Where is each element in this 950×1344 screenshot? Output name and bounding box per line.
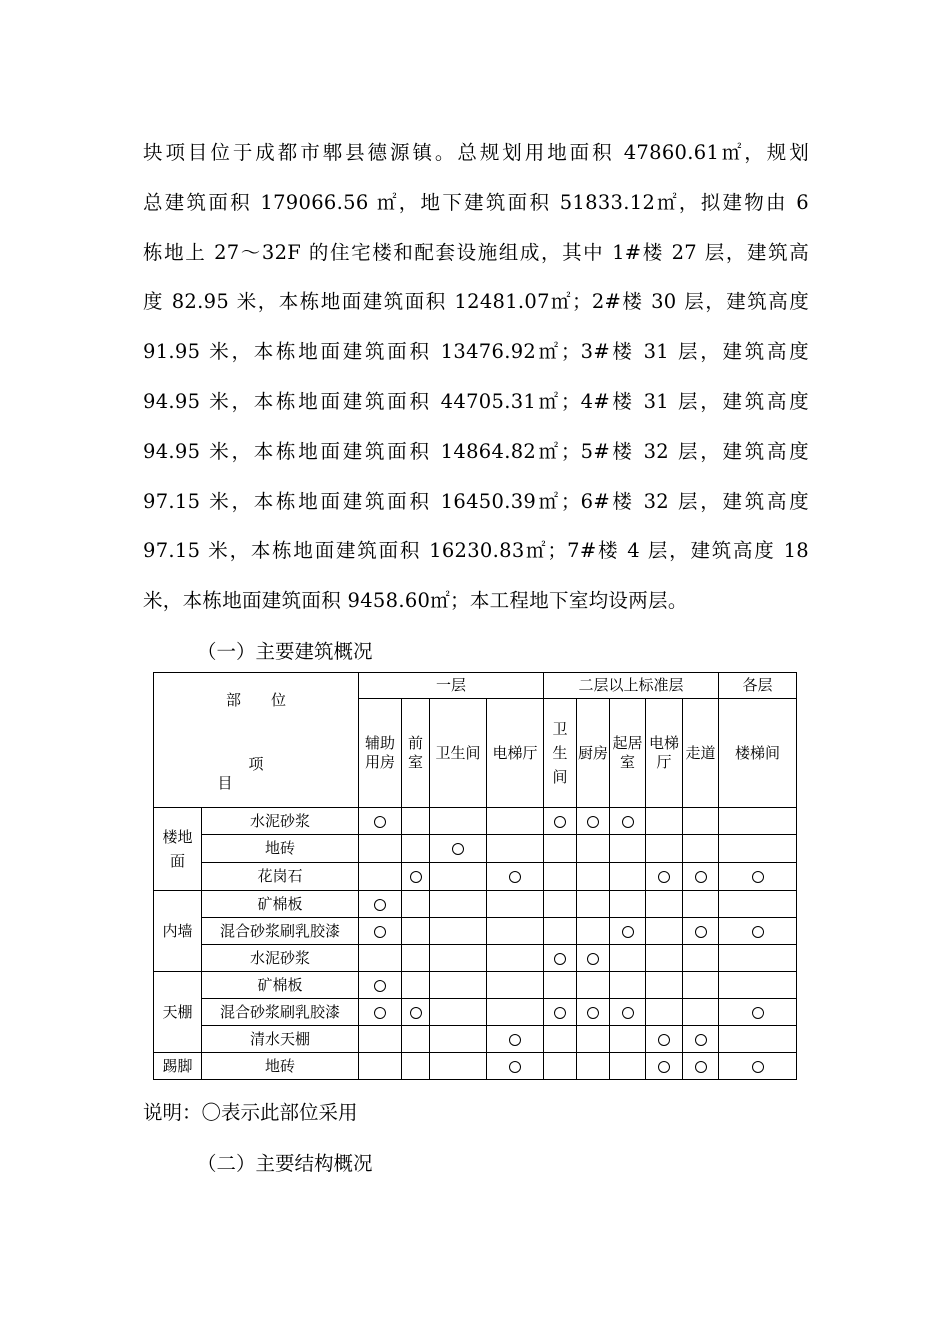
paragraph-line: 度 82.95 米，本栋地面建筑面积 12481.07㎡；2#楼 30 层，建筑高度 [143,290,809,314]
table-row [154,972,797,999]
table-cell [402,945,430,972]
circle-mark-icon [622,816,634,828]
circle-mark-icon [752,871,764,883]
table-cell [487,945,544,972]
table-cell [646,808,683,835]
table-cell [359,835,402,863]
circle-mark-icon [587,1007,599,1019]
table-cell [610,863,646,891]
table-cell [683,891,719,918]
table-cell [402,972,430,999]
table-cell [487,863,544,891]
table-cell [430,863,487,891]
corner-label-item: 项目 [217,755,326,792]
table-cell [683,835,719,863]
table-cell [487,891,544,918]
row-item-label: 水泥砂浆 [202,808,359,835]
table-cell [646,863,683,891]
circle-mark-icon [509,1061,521,1073]
table-cell [544,972,577,999]
table-cell [430,891,487,918]
circle-mark-icon [554,1007,566,1019]
table-cell [359,1053,402,1080]
column-header: 楼梯间 [719,699,797,808]
row-item-label: 地砖 [202,835,359,863]
circle-mark-icon [695,1061,707,1073]
circle-mark-icon [622,1007,634,1019]
circle-mark-icon [509,871,521,883]
paragraph-line: 米，本栋地面建筑面积 9458.60㎡；本工程地下室均设两层。 [143,589,688,613]
table-cell [359,1026,402,1053]
table-cell [402,1053,430,1080]
paragraph-line: 栋地上 27～32F 的住宅楼和配套设施组成，其中 1#楼 27 层，建筑高 [143,240,809,264]
table-cell [487,972,544,999]
column-header: 前室 [402,699,430,808]
circle-mark-icon [410,871,422,883]
table-cell [683,918,719,945]
column-header: 辅助用房 [359,699,402,808]
table-cell [646,1053,683,1080]
body-paragraph [143,128,809,626]
table-cell [683,999,719,1026]
table-cell [487,835,544,863]
table-row [154,1026,797,1053]
table-cell [544,945,577,972]
table-cell [487,918,544,945]
table-cell [577,1026,610,1053]
table-cell [646,835,683,863]
table-cell [430,999,487,1026]
table-cell [683,863,719,891]
table-cell [610,835,646,863]
table-cell [577,835,610,863]
row-item-label: 清水天棚 [202,1026,359,1053]
table-cell [719,1026,797,1053]
row-item-label: 地砖 [202,1053,359,1080]
paragraph-line: 94.95 米，本栋地面建筑面积 14864.82㎡；5#楼 32 层，建筑高度 [143,439,809,463]
paragraph-line: 91.95 米，本栋地面建筑面积 13476.92㎡；3#楼 31 层，建筑高度 [143,340,809,364]
table-cell [577,999,610,1026]
circle-mark-icon [587,816,599,828]
paragraph-line: 97.15 米，本栋地面建筑面积 16230.83㎡；7#楼 4 层，建筑高度 18 [143,539,809,563]
table-cell [719,945,797,972]
circle-mark-icon [374,816,386,828]
group-header-standard: 二层以上标准层 [544,673,719,699]
table-cell [610,808,646,835]
table-cell [683,945,719,972]
row-group-label: 天棚 [154,972,202,1053]
column-header: 卫生间 [430,699,487,808]
table-cell [430,1026,487,1053]
table-cell [719,891,797,918]
table-row [154,918,797,945]
table-cell [610,1026,646,1053]
table-cell [402,891,430,918]
table-cell [577,918,610,945]
row-group-label: 楼地面 [154,808,202,891]
column-header: 走道 [683,699,719,808]
circle-mark-icon [374,926,386,938]
row-item-label: 混合砂浆刷乳胶漆 [202,999,359,1026]
circle-mark-icon [554,953,566,965]
row-group-label: 内墙 [154,891,202,972]
table-cell [646,1026,683,1053]
table-cell [544,863,577,891]
table-cell [646,918,683,945]
circle-mark-icon [410,1007,422,1019]
table-row [154,1053,797,1080]
table-cell [359,863,402,891]
group-header-all: 各层 [719,673,797,699]
table-cell [402,808,430,835]
circle-mark-icon [752,1061,764,1073]
table-cell [646,945,683,972]
table-cell [359,945,402,972]
table-cell [719,808,797,835]
table-cell [402,918,430,945]
row-item-label: 矿棉板 [202,891,359,918]
table-cell [544,891,577,918]
column-header: 厨房 [577,699,610,808]
table-cell [487,808,544,835]
table-cell [719,999,797,1026]
column-header: 起居室 [610,699,646,808]
table-corner-header [154,673,359,808]
table-cell [430,1053,487,1080]
table-cell [402,863,430,891]
row-group-label: 踢脚 [154,1053,202,1080]
table-cell [430,972,487,999]
table-cell [683,1026,719,1053]
table-cell [719,835,797,863]
circle-mark-icon [658,1034,670,1046]
legend-note: 说明：〇表示此部位采用 [143,1101,358,1124]
table-cell [683,1053,719,1080]
table-cell [402,1026,430,1053]
corner-label-location: 部位 [225,691,316,709]
table-cell [544,1053,577,1080]
circle-mark-icon [695,871,707,883]
circle-mark-icon [695,926,707,938]
table-cell [359,999,402,1026]
table-cell [683,972,719,999]
table-cell [719,863,797,891]
table-row [154,891,797,918]
circle-mark-icon [452,843,464,855]
table-cell [610,918,646,945]
table-cell [487,1026,544,1053]
table-row [154,835,797,863]
table-cell [430,918,487,945]
table-cell [544,835,577,863]
table-cell [683,808,719,835]
table-cell [610,1053,646,1080]
table-cell [577,945,610,972]
table-cell [359,891,402,918]
table-cell [610,999,646,1026]
circle-mark-icon [752,926,764,938]
row-item-label: 矿棉板 [202,972,359,999]
table-cell [577,808,610,835]
group-header-floor1: 一层 [359,673,544,699]
column-header: 电梯厅 [487,699,544,808]
circle-mark-icon [587,953,599,965]
circle-mark-icon [658,1061,670,1073]
row-item-label: 水泥砂浆 [202,945,359,972]
table-cell [577,972,610,999]
row-item-label: 花岗石 [202,863,359,891]
circle-mark-icon [374,980,386,992]
circle-mark-icon [752,1007,764,1019]
finish-table [153,672,797,1080]
table-cell [359,972,402,999]
circle-mark-icon [658,871,670,883]
paragraph-line: 94.95 米，本栋地面建筑面积 44705.31㎡；4#楼 31 层，建筑高度 [143,389,809,413]
table-cell [544,918,577,945]
table-cell [402,835,430,863]
table-cell [610,945,646,972]
table-cell [719,972,797,999]
table-cell [487,999,544,1026]
column-header: 电梯厅 [646,699,683,808]
column-header: 卫生间 [544,699,577,808]
section-heading-structure: （二）主要结构概况 [197,1152,373,1175]
table-cell [359,808,402,835]
circle-mark-icon [695,1034,707,1046]
table-row [154,945,797,972]
table-cell [610,891,646,918]
table-cell [610,972,646,999]
paragraph-line: 97.15 米，本栋地面建筑面积 16450.39㎡；6#楼 32 层，建筑高度 [143,489,809,513]
circle-mark-icon [509,1034,521,1046]
table-cell [577,863,610,891]
circle-mark-icon [374,899,386,911]
table-row [154,999,797,1026]
circle-mark-icon [554,816,566,828]
row-item-label: 混合砂浆刷乳胶漆 [202,918,359,945]
table-cell [577,1053,610,1080]
section-heading-architecture: （一）主要建筑概况 [197,640,373,663]
circle-mark-icon [622,926,634,938]
table-cell [577,891,610,918]
table-cell [544,808,577,835]
table-cell [402,999,430,1026]
circle-mark-icon [374,1007,386,1019]
table-cell [430,835,487,863]
table-cell [646,999,683,1026]
table-cell [544,1026,577,1053]
table-cell [719,918,797,945]
table-cell [646,972,683,999]
table-row [154,808,797,835]
table-cell [544,999,577,1026]
paragraph-line: 总建筑面积 179066.56 ㎡，地下建筑面积 51833.12㎡，拟建物由 6 [143,190,809,214]
table-cell [487,1053,544,1080]
table-cell [359,918,402,945]
table-cell [430,945,487,972]
table-cell [646,891,683,918]
paragraph-line: 块项目位于成都市郫县德源镇。总规划用地面积 47860.61㎡，规划 [143,141,809,164]
table-cell [430,808,487,835]
table-cell [719,1053,797,1080]
table-row [154,863,797,891]
